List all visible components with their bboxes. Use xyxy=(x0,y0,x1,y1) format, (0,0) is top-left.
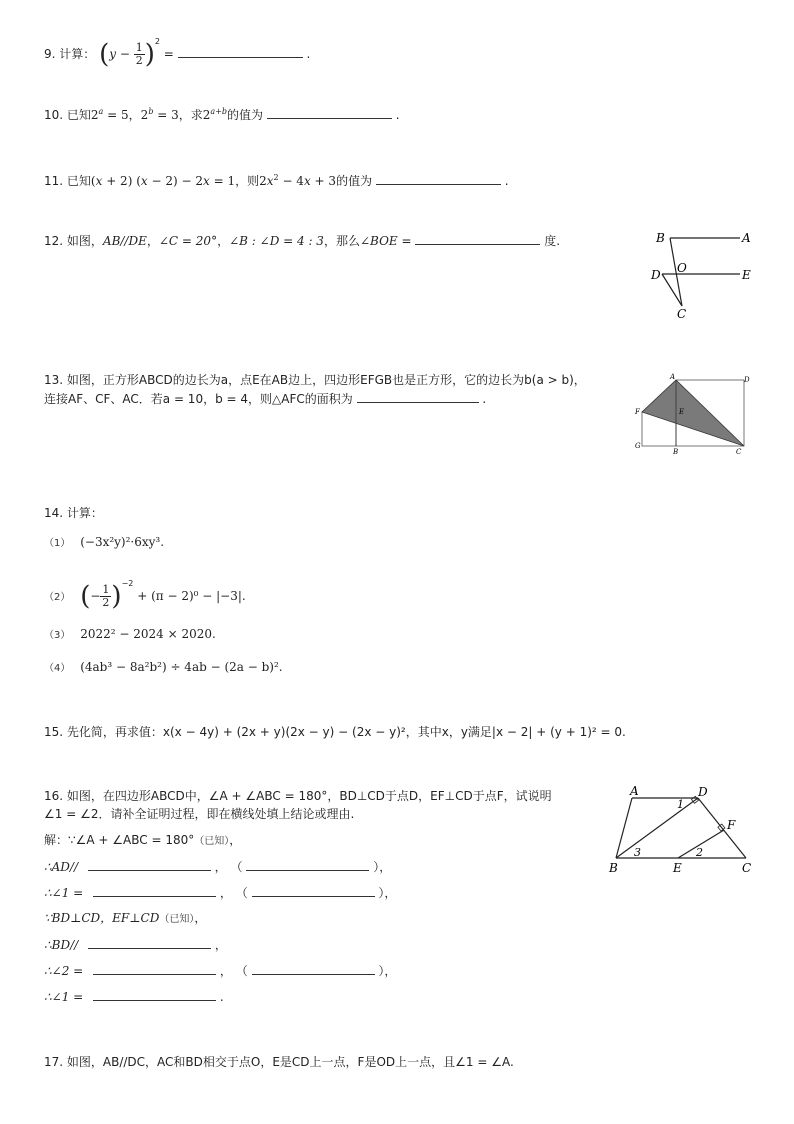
question-11: 11. 已知(x + 2) (x − 2) − 2x = 1，则$2x^2 - 4x + 3$的值为 . xyxy=(44,173,509,188)
q16-blank-5b[interactable] xyxy=(252,962,375,975)
q12-label-a: A xyxy=(742,231,751,245)
q16-solution-label: 解：∵∠A + ∠ABC = 180°（已知）， xyxy=(44,833,242,847)
q16-label-f: F xyxy=(727,818,736,832)
question-9: 9. 计算： (y − $\frac{1}{2}$ )$^2$ = . xyxy=(44,37,311,70)
q12-label-e: E xyxy=(742,268,751,282)
q13-label-g: G xyxy=(635,442,641,450)
q12-label-o: O xyxy=(677,261,687,275)
q14-item-2: （2） (− $\frac{1}{2}$ )$^{-2}$ + (π − 2)⁰ − |−3|. xyxy=(44,579,246,612)
question-14-title: 14. 计算： xyxy=(44,506,103,520)
q16-step-1: ∴AD// ， （ ）， xyxy=(44,860,392,874)
question-16-line2: ∠1 = ∠2．请补全证明过程，即在横线处填上结论或理由. xyxy=(44,807,355,821)
q16-blank-4a[interactable] xyxy=(88,936,211,949)
q13-label-f: F xyxy=(635,408,640,416)
q16-blank-1b[interactable] xyxy=(246,858,369,871)
question-17: 17. 如图，AB//DC，AC和BD相交于点O，E是CD上一点，F是OD上一点，且∠1 = ∠A. xyxy=(44,1055,514,1069)
q16-blank-2a[interactable] xyxy=(93,884,216,897)
q16-figure xyxy=(606,784,756,876)
q12-label-b: B xyxy=(656,231,665,245)
q16-label-angle-1: 1 xyxy=(677,798,684,811)
q16-blank-2b[interactable] xyxy=(252,884,375,897)
q13-label-e: E xyxy=(679,408,685,416)
q13-label-a: A xyxy=(670,373,676,381)
q9-prefix: 9. 计算： xyxy=(44,47,96,61)
q12-figure xyxy=(648,226,758,322)
q16-label-b: B xyxy=(609,861,618,875)
question-12: 12. 如图，AB//DE，∠C = 20°，∠B : ∠D = 4 : 3，那么∠BOE = 度. xyxy=(44,234,561,248)
q16-label-e: E xyxy=(673,861,682,875)
q12-answer-blank[interactable] xyxy=(415,232,540,245)
q9-answer-blank[interactable] xyxy=(178,45,303,58)
q16-label-angle-3: 3 xyxy=(634,846,641,859)
q16-blank-6a[interactable] xyxy=(93,988,216,1001)
question-13-line2: 连接AF、CF、AC．若a = 10，b = 4，则△AFC的面积为 . xyxy=(44,392,487,406)
q13-answer-blank[interactable] xyxy=(357,390,479,403)
q16-step-2: ∴∠1 = ， （ ）， xyxy=(44,886,397,900)
q13-label-c: C xyxy=(736,448,742,456)
q13-label-d: D xyxy=(744,376,750,384)
q11-answer-blank[interactable] xyxy=(376,172,501,185)
question-15: 15. 先化简，再求值：x(x − 4y) + (2x + y)(2x − y) − (2x − y)²，其中x，y满足|x − 2| + (y + 1)² = 0. xyxy=(44,725,626,739)
q10-answer-blank[interactable] xyxy=(267,106,392,119)
q13-label-b: B xyxy=(673,448,679,456)
q16-step-3: ∵BD⊥CD，EF⊥CD（已知）， xyxy=(44,911,207,925)
q16-step-4: ∴BD// ， xyxy=(44,938,227,952)
q16-blank-5a[interactable] xyxy=(93,962,216,975)
q16-blank-1a[interactable] xyxy=(88,858,211,871)
q16-label-d: D xyxy=(698,785,708,799)
q12-label-d: D xyxy=(651,268,661,282)
q16-label-a: A xyxy=(630,784,639,798)
q14-item-3: （3） 2022² − 2024 × 2020. xyxy=(44,627,216,641)
question-13-line1: 13. 如图，正方形ABCD的边长为a，点E在AB边上，四边形EFGB也是正方形，它的边长为b(a > b)， xyxy=(44,373,586,387)
q14-item-4: （4） (4ab³ − 8a²b²) ÷ 4ab − (2a − b)². xyxy=(44,660,283,674)
q16-step-5: ∴∠2 = ， （ ）， xyxy=(44,964,397,978)
q16-step-6: ∴∠1 = . xyxy=(44,990,224,1004)
q16-label-c: C xyxy=(742,861,752,875)
q13-figure xyxy=(632,372,756,456)
question-10: 10. 已知$2^a = 5$，$2^b = 3$，求$2^{a+b}$的值为 . xyxy=(44,107,400,122)
q14-item-1: （1） (−3x²y)²·6xy³. xyxy=(44,535,165,549)
q16-label-angle-2: 2 xyxy=(696,846,703,859)
question-16-line1: 16. 如图，在四边形ABCD中，∠A + ∠ABC = 180°，BD⊥CD于点D，EF⊥CD于点F，试说明 xyxy=(44,789,552,803)
q12-label-c: C xyxy=(677,307,687,321)
